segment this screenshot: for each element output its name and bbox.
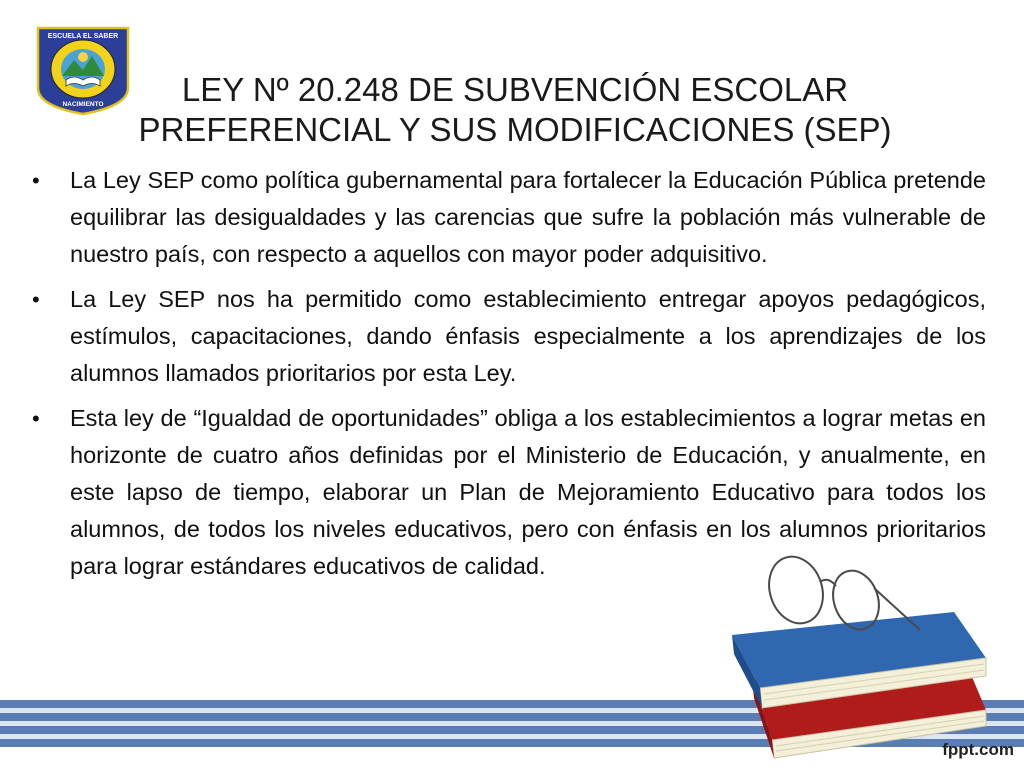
bullet-text: Esta ley de “Igualdad de oportunidades” obliga a los establecimientos a lograr metas en horizonte de cuatro años definidas por el Ministerio de Educación, y anualmente, en este lapso de tiempo, elaborar un Plan de Mejoramiento Educativo para todos los alumnos, de todos los niveles educativos, pero con énfasis en los alumnos prioritarios para lograr estándares educativos de calidad. [70, 405, 986, 579]
bullet-item [28, 281, 986, 392]
books-glasses-illustration [724, 540, 1024, 768]
bullet-text: La Ley SEP nos ha permitido como establecimiento entregar apoyos pedagógicos, estímulos, capacitaciones, dando énfasis especialmente a los aprendizajes de los alumnos llamados prioritarios por esta Ley. [70, 286, 986, 386]
bullet-icon: • [32, 168, 40, 193]
title-line-2: PREFERENCIAL Y SUS MODIFICACIONES (SEP) [138, 111, 892, 148]
bullet-item [28, 162, 986, 273]
school-logo [34, 24, 132, 116]
title-line-1: LEY Nº 20.248 DE SUBVENCIÓN ESCOLAR [181, 71, 849, 108]
slide-title [130, 70, 900, 150]
bullet-icon: • [32, 406, 40, 431]
bullet-icon: • [32, 287, 40, 312]
bullet-text: La Ley SEP como política gubernamental para fortalecer la Educación Pública pretende equilibrar las desigualdades y las carencias que sufre la población más vulnerable de nuestro país, con respecto a aquellos con mayor poder adquisitivo. [70, 167, 986, 267]
logo-top-text: ESCUELA EL SABER [47, 33, 119, 40]
logo-bottom-text: NACIMIENTO [62, 101, 104, 108]
bullet-list [28, 162, 986, 593]
fppt-watermark: fppt.com [942, 740, 1014, 759]
